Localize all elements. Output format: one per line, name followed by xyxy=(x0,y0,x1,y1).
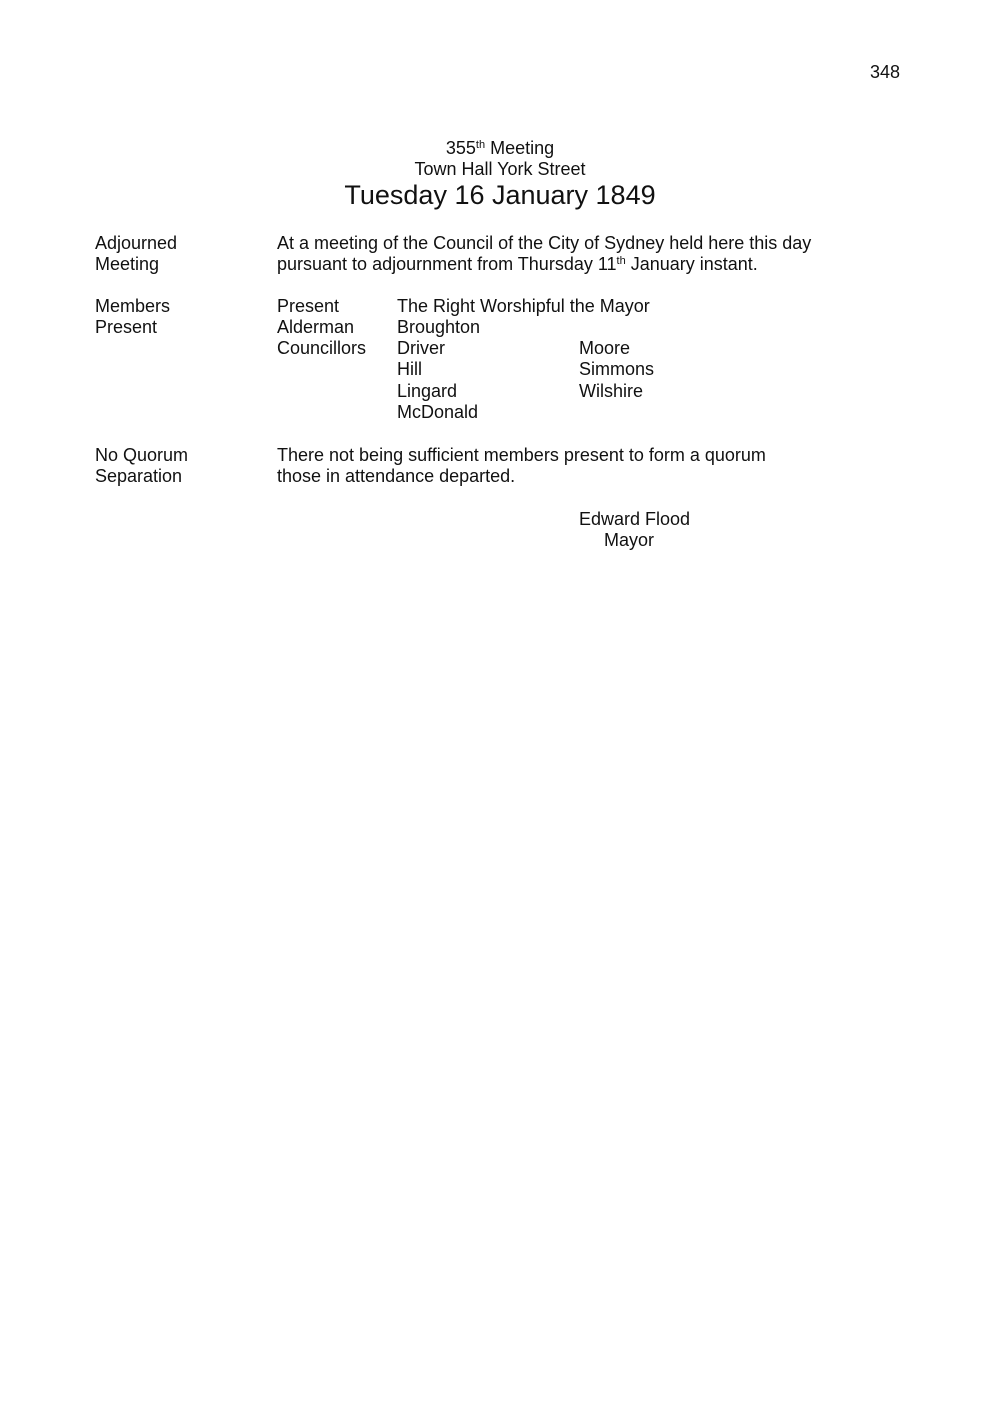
margin-note-adjourned: Adjourned xyxy=(95,233,178,253)
councillor-name: Wilshire xyxy=(579,381,644,401)
quorum-text-line1: There not being sufficient members present to form a quorum xyxy=(277,445,766,465)
present-value: The Right Worshipful the Mayor xyxy=(397,296,650,316)
margin-note-separation: Separation xyxy=(95,466,183,486)
councillors-label: Councillors xyxy=(277,338,367,358)
meeting-number-suffix: th xyxy=(475,139,486,151)
meeting-number-value: 355 xyxy=(445,138,476,158)
adjourned-text-line2-post: January instant. xyxy=(625,254,758,274)
councillor-name: Lingard xyxy=(397,381,458,401)
signature-name: Edward Flood xyxy=(579,509,691,529)
meeting-word: Meeting xyxy=(490,138,555,158)
adjourned-text-line2-sup: th xyxy=(616,255,626,267)
adjourned-text-line2-pre: pursuant to adjournment from Thursday 11 xyxy=(277,254,617,274)
alderman-value: Broughton xyxy=(397,317,481,337)
margin-note-members: Members xyxy=(95,296,171,316)
councillor-name: McDonald xyxy=(397,402,479,422)
present-label: Present xyxy=(277,296,340,316)
margin-note-present: Present xyxy=(95,317,158,337)
councillor-name: Driver xyxy=(397,338,445,358)
page-number: 348 xyxy=(870,62,901,82)
meeting-location: Town Hall York Street xyxy=(414,159,586,179)
meeting-date: Tuesday 16 January 1849 xyxy=(344,180,656,210)
meeting-number xyxy=(0,138,1000,159)
signature-title: Mayor xyxy=(604,530,655,550)
margin-note-no-quorum: No Quorum xyxy=(95,445,189,465)
adjourned-text-line2 xyxy=(277,254,758,275)
alderman-label: Alderman xyxy=(277,317,355,337)
councillor-name: Simmons xyxy=(579,359,655,379)
margin-note-meeting: Meeting xyxy=(95,254,160,274)
councillor-name: Moore xyxy=(579,338,631,358)
adjourned-text-line1: At a meeting of the Council of the City of Sydney held here this day xyxy=(277,233,812,253)
quorum-text-line2: those in attendance departed. xyxy=(277,466,516,486)
councillor-name: Hill xyxy=(397,359,422,379)
